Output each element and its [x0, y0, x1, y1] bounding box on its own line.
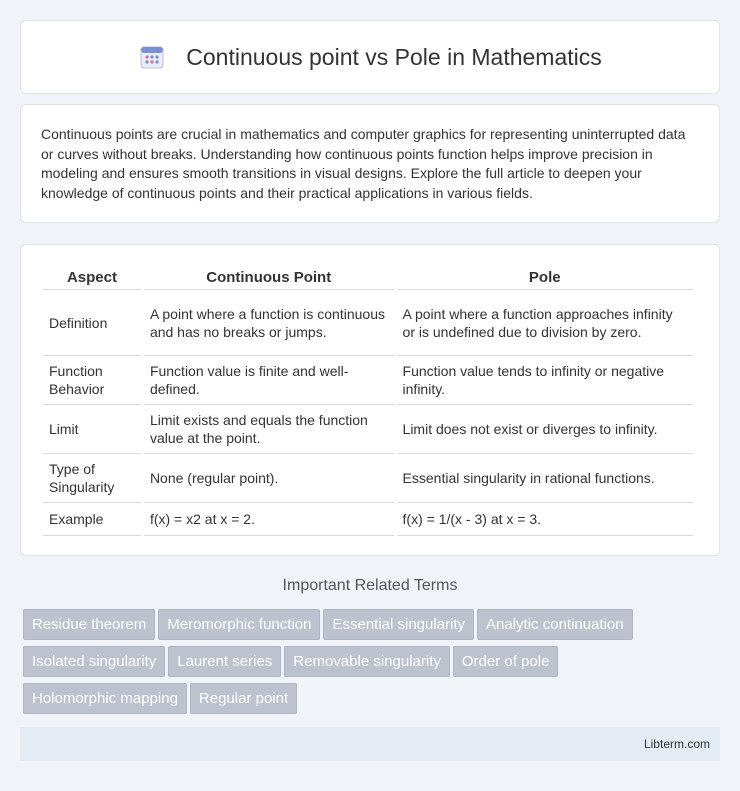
intro-card: [20, 104, 720, 223]
header-card: [20, 20, 720, 94]
tag-regular-point[interactable]: Regular point: [190, 683, 297, 714]
intro-text: Continuous points are crucial in mathematics and computer graphics for representing uninterrupted data or curves without breaks. Understanding how continuous points function helps improve precision in modeling and ensures smooth transitions in visual designs. Explore the full article to deepen your knowledge of continuous points and their practical applications in various fields.: [41, 126, 686, 201]
footer-link[interactable]: Libterm.com: [643, 737, 710, 751]
tag-removable-singularity[interactable]: Removable singularity: [284, 646, 450, 677]
tag-residue-theorem[interactable]: Residue theorem: [23, 609, 155, 640]
related-terms-title: Important Related Terms: [282, 577, 458, 594]
table-cell: Limit exists and equals the function value at the point.: [144, 405, 394, 454]
page-title: Continuous point vs Pole in Mathematics: [186, 43, 602, 70]
calendar-grid-icon: [138, 43, 166, 71]
related-terms-list: [23, 609, 723, 720]
table-row: [43, 454, 693, 503]
table-cell: Type of Singularity: [43, 454, 141, 503]
tag-holomorphic-mapping[interactable]: Holomorphic mapping: [23, 683, 187, 714]
tag-meromorphic-function[interactable]: Meromorphic function: [158, 609, 320, 640]
header-continuous-point: Continuous Point: [144, 265, 394, 290]
comparison-card: [20, 244, 720, 556]
table-cell: A point where a function approaches infinity or is undefined due to division by zero.: [397, 290, 693, 356]
table-cell: Essential singularity in rational functions.: [397, 454, 693, 503]
table-cell: Function value tends to infinity or negative infinity.: [397, 356, 693, 405]
header-aspect: Aspect: [43, 265, 141, 290]
table-header-row: [43, 265, 693, 290]
table-cell: f(x) = 1/(x - 3) at x = 3.: [397, 503, 693, 536]
table-cell: None (regular point).: [144, 454, 394, 503]
table-cell: Definition: [43, 290, 141, 356]
table-cell: Limit: [43, 405, 141, 454]
comparison-table: [40, 265, 696, 536]
table-cell: Function Behavior: [43, 356, 141, 405]
tag-analytic-continuation[interactable]: Analytic continuation: [477, 609, 633, 640]
table-row: [43, 290, 693, 356]
header-pole: Pole: [397, 265, 693, 290]
tag-laurent-series[interactable]: Laurent series: [168, 646, 281, 677]
tag-isolated-singularity[interactable]: Isolated singularity: [23, 646, 165, 677]
table-cell: Function value is finite and well-defined.: [144, 356, 394, 405]
table-cell: A point where a function is continuous and has no breaks or jumps.: [144, 290, 394, 356]
table-row: [43, 503, 693, 536]
table-cell: Example: [43, 503, 141, 536]
tag-order-of-pole[interactable]: Order of pole: [453, 646, 559, 677]
footer: [20, 727, 720, 761]
table-cell: f(x) = x2 at x = 2.: [144, 503, 394, 536]
table-cell: Limit does not exist or diverges to infinity.: [397, 405, 693, 454]
table-row: [43, 405, 693, 454]
tag-essential-singularity[interactable]: Essential singularity: [323, 609, 474, 640]
table-row: [43, 356, 693, 405]
